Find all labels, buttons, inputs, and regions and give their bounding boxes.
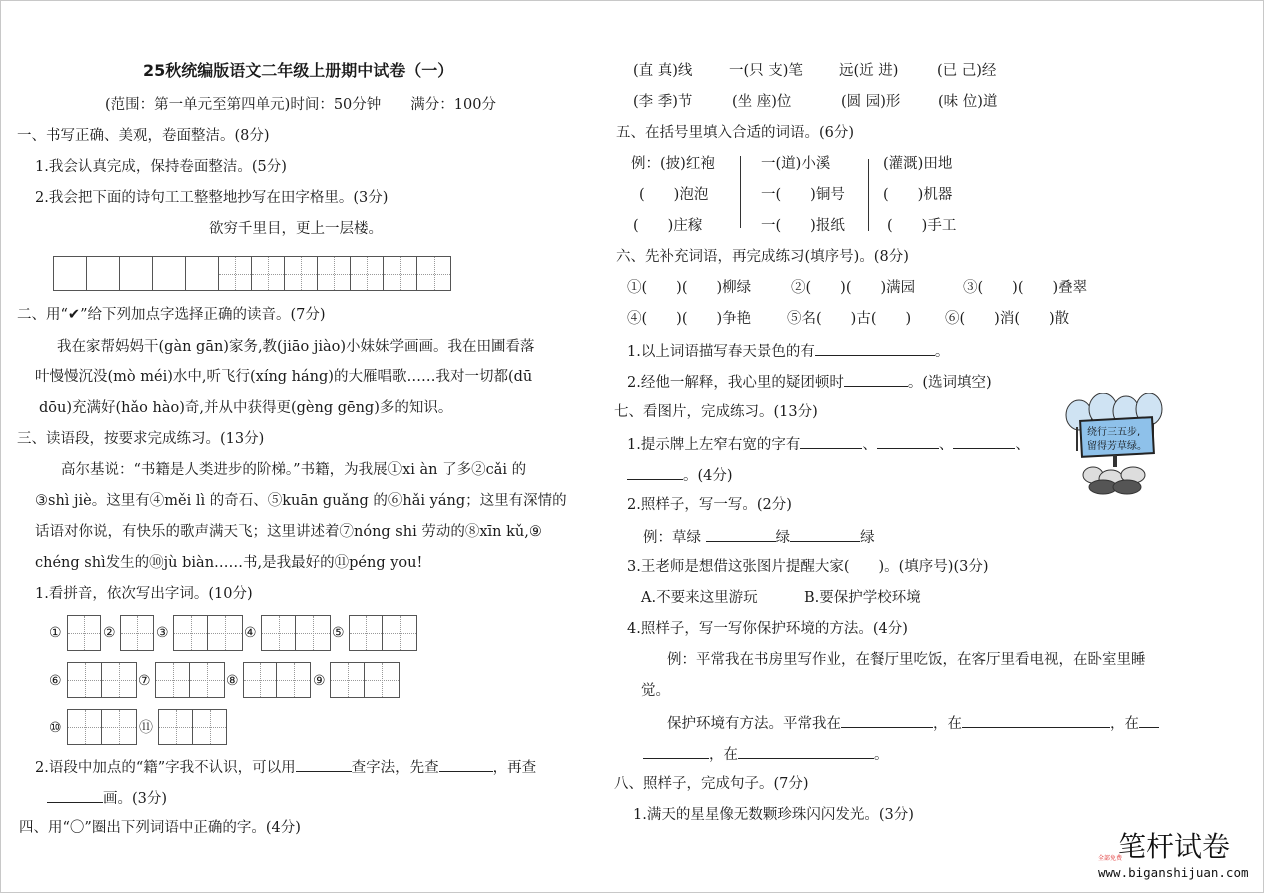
box-label-8: ⑧ xyxy=(226,673,239,689)
q-text: 。(4分) xyxy=(683,468,733,484)
answer-blank[interactable] xyxy=(643,743,709,759)
section-7-q4: 4.照样子，写一写你保护环境的方法。(4分) xyxy=(627,621,908,637)
writing-box-2[interactable] xyxy=(120,615,154,651)
writing-cell[interactable] xyxy=(68,663,102,697)
writing-box-9[interactable] xyxy=(330,662,400,698)
column-divider xyxy=(740,156,741,228)
tianzige-cell[interactable] xyxy=(285,257,318,290)
section-5-heading: 五、在括号里填入合适的词语。(6分) xyxy=(616,125,855,141)
q-text: 绿 xyxy=(860,530,875,546)
tianzige-cell[interactable] xyxy=(318,257,351,290)
writing-box-8[interactable] xyxy=(243,662,311,698)
section-1-q1: 1.我会认真完成，保持卷面整洁。(5分) xyxy=(35,159,287,175)
tianzige-cell[interactable] xyxy=(219,257,252,290)
section-7-q2: 2.照样子，写一写。(2分) xyxy=(627,497,792,513)
section-8-q1: 1.满天的星星像无数颗珍珠闪闪发光。(3分) xyxy=(633,807,914,823)
writing-box-5[interactable] xyxy=(349,615,417,651)
box-label-2: ② xyxy=(103,625,116,641)
writing-cell[interactable] xyxy=(365,663,399,697)
sec5-item[interactable]: 一( )铜号 xyxy=(761,187,845,203)
section-7-q4-answer-2 xyxy=(643,743,889,765)
section-3-passage-2: ③shì jiè。这里有④měi lì 的奇石、⑤kuān guǎng 的⑥hǎi yáng；这里有深情的 xyxy=(35,493,567,509)
writing-cell[interactable] xyxy=(102,710,136,744)
separator: 、 xyxy=(1015,437,1030,453)
q-text: 1.提示牌上左窄右宽的字有 xyxy=(627,437,801,453)
sec5-item: 例：(披)红袍 xyxy=(631,156,715,172)
box-label-9: ⑨ xyxy=(313,673,326,689)
answer-blank[interactable] xyxy=(877,433,939,449)
sec6-item[interactable]: ①( )( )柳绿 xyxy=(627,280,752,296)
section-7-heading: 七、看图片，完成练习。(13分) xyxy=(614,404,818,420)
sec5-item[interactable]: ( )泡泡 xyxy=(639,187,709,203)
q-text: 2.经他一解释，我心里的疑团顿时 xyxy=(627,375,844,391)
section-7-q4-answer-1 xyxy=(667,712,1159,734)
section-3-passage-4: chéng shì发生的⑩jù biàn……书,是我最好的⑪péng you! xyxy=(35,555,423,571)
section-6-heading: 六、先补充词语，再完成练习(填序号)。(8分) xyxy=(616,249,909,265)
watermark-url[interactable]: www.biganshijuan.com xyxy=(1098,865,1249,880)
tianzige-cell[interactable] xyxy=(87,257,120,290)
writing-box-1[interactable] xyxy=(67,615,101,651)
writing-cell[interactable] xyxy=(190,663,224,697)
writing-box-11[interactable] xyxy=(158,709,227,745)
sec5-item[interactable]: ( )庄稼 xyxy=(633,218,703,234)
answer-blank[interactable] xyxy=(738,743,874,759)
sec4-item[interactable]: (直 真)线 xyxy=(633,63,693,79)
sec6-item[interactable]: ②( )( )满园 xyxy=(791,280,916,296)
sec4-item[interactable]: (李 季)节 xyxy=(633,94,693,110)
section-1-heading: 一、书写正确、美观，卷面整洁。(8分) xyxy=(17,128,270,144)
writing-cell[interactable] xyxy=(244,663,277,697)
page-title: 25秋统编版语文二年级上册期中试卷（一） xyxy=(143,61,454,80)
writing-cell[interactable] xyxy=(383,616,416,650)
section-3-heading: 三、读语段，按要求完成练习。(13分) xyxy=(17,431,265,447)
box-label-11: ⑪ xyxy=(139,720,153,736)
tianzige-cell[interactable] xyxy=(54,257,87,290)
section-3-q1: 1.看拼音，依次写出字词。(10分) xyxy=(35,586,253,602)
section-8-heading: 八、照样子，完成句子。(7分) xyxy=(614,776,809,792)
option-a[interactable]: A.不要来这里游玩 xyxy=(641,590,758,606)
writing-box-3[interactable] xyxy=(173,615,243,651)
section-6-q1 xyxy=(627,340,949,362)
section-1-q2: 2.我会把下面的诗句工工整整地抄写在田字格里。(3分) xyxy=(35,190,389,206)
sec6-item[interactable]: ④( )( )争艳 xyxy=(627,311,752,327)
poem-line: 欲穷千里目，更上一层楼。 xyxy=(209,221,383,237)
answer-blank[interactable] xyxy=(844,371,908,387)
watermark-logo: 笔杆试卷 xyxy=(1118,830,1231,863)
writing-cell[interactable] xyxy=(296,616,330,650)
q-text: 2.语段中加点的“籍”字我不认识，可以用 xyxy=(35,760,296,776)
sec6-item[interactable]: ⑥( )消( )散 xyxy=(945,311,1070,327)
sec5-item: (灌溉)田地 xyxy=(883,156,953,172)
q-text: 绿 xyxy=(775,530,791,546)
column-divider xyxy=(868,159,869,231)
q-text: ，再查 xyxy=(492,760,537,776)
q-text: 。 xyxy=(874,747,889,763)
box-label-1: ① xyxy=(49,625,62,641)
answer-blank[interactable] xyxy=(706,526,776,542)
writing-box-10[interactable] xyxy=(67,709,137,745)
q-text: ，在 xyxy=(1110,716,1139,732)
writing-box-7[interactable] xyxy=(155,662,225,698)
answer-blank[interactable] xyxy=(815,340,935,356)
option-b[interactable]: B.要保护学校环境 xyxy=(804,590,921,606)
writing-cell[interactable] xyxy=(174,616,208,650)
section-2-line-1: 我在家帮妈妈干(gàn gān)家务,教(jiāo jiào)小妹妹学画画。我在田圃看落 xyxy=(57,339,535,355)
writing-cell[interactable] xyxy=(262,616,296,650)
section-3-passage-3: 话语对你说，有快乐的歌声满天飞；这里讲述着⑦nóng shi 劳动的⑧xīn kǔ,⑨ xyxy=(35,524,542,540)
sec5-item[interactable]: ( )手工 xyxy=(887,218,957,234)
answer-blank[interactable] xyxy=(47,787,103,803)
section-3-q2-line-1 xyxy=(35,756,536,778)
answer-blank[interactable] xyxy=(962,712,1110,728)
sign-text-line-2: 留得芳草绿。 xyxy=(1087,441,1147,452)
section-7-q3: 3.王老师是想借这张图片提醒大家( )。(填序号)(3分) xyxy=(627,559,989,575)
writing-cell[interactable] xyxy=(156,663,190,697)
q-text: 查字法，先查 xyxy=(351,760,439,776)
sec5-item: 一(道)小溪 xyxy=(761,156,831,172)
sec5-item[interactable]: 一( )报纸 xyxy=(761,218,845,234)
tianzige-cell[interactable] xyxy=(384,257,417,290)
section-2-line-3: dōu)充满好(hǎo hào)奇,并从中获得更(gèng gēng)多的知识。 xyxy=(39,400,453,416)
checkmark-icon: ✔ xyxy=(67,307,81,323)
q-text: 。(选词填空) xyxy=(907,375,992,391)
writing-cell[interactable] xyxy=(68,710,102,744)
q-text: 保护环境有方法。平常我在 xyxy=(667,716,841,732)
section-6-q2 xyxy=(627,371,992,393)
heading-text: 二、用“ xyxy=(17,307,68,323)
sec4-item[interactable]: (圆 园)形 xyxy=(841,94,901,110)
answer-blank[interactable] xyxy=(296,756,352,772)
writing-cell[interactable] xyxy=(208,616,242,650)
writing-cell[interactable] xyxy=(277,663,310,697)
tianzige-cell[interactable] xyxy=(351,257,384,290)
writing-cell[interactable] xyxy=(68,616,100,650)
sec4-item[interactable]: (味 位)道 xyxy=(938,94,998,110)
q-text: 。 xyxy=(934,344,950,360)
watermark-tag: 全部免费 xyxy=(1098,855,1123,862)
box-label-6: ⑥ xyxy=(49,673,62,689)
answer-blank[interactable] xyxy=(953,433,1015,449)
box-label-5: ⑤ xyxy=(332,625,345,641)
tianzige-cell[interactable] xyxy=(153,257,186,290)
q-text: ，在 xyxy=(709,747,738,763)
heading-text: ”给下列加点字选择正确的读音。(7分) xyxy=(80,307,326,323)
section-7-q4-example-1: 例：平常我在书房里写作业，在餐厅里吃饭，在客厅里看电视，在卧室里睡 xyxy=(667,652,1146,668)
writing-box-4[interactable] xyxy=(261,615,331,651)
section-7-q4-example-2: 觉。 xyxy=(641,683,670,699)
tianzige-cell[interactable] xyxy=(186,257,219,290)
writing-cell[interactable] xyxy=(350,616,383,650)
q-text: ，在 xyxy=(933,716,962,732)
writing-cell[interactable] xyxy=(331,663,365,697)
sec6-item[interactable]: ③( )( )叠翠 xyxy=(963,280,1088,296)
answer-blank[interactable] xyxy=(1139,712,1159,728)
sec5-item[interactable]: ( )机器 xyxy=(883,187,953,203)
q-text: 画。(3分) xyxy=(103,791,168,807)
section-2-line-2: 叶慢慢沉没(mò méi)水中,听飞行(xíng háng)的大雁唱歌……我对一切都(dū xyxy=(35,369,533,385)
tianzige-cell[interactable] xyxy=(120,257,153,290)
box-label-10: ⑩ xyxy=(49,720,62,736)
writing-box-6[interactable] xyxy=(67,662,137,698)
answer-blank[interactable] xyxy=(790,526,860,542)
answer-blank[interactable] xyxy=(439,756,493,772)
tianzige-grid[interactable] xyxy=(53,256,451,291)
section-7-q1 xyxy=(627,433,1030,455)
sec4-item[interactable]: 一(只 支)笔 xyxy=(729,63,803,79)
section-3-passage-1: 高尔基说：“书籍是人类进步的阶梯。”书籍，为我展①xi àn 了多②cǎi 的 xyxy=(61,462,527,478)
answer-blank[interactable] xyxy=(800,433,862,449)
sec6-item[interactable]: ⑤名( )古( ) xyxy=(787,311,912,327)
sign-illustration xyxy=(1063,393,1163,497)
sec4-item[interactable]: (已 己)经 xyxy=(937,63,997,79)
answer-blank[interactable] xyxy=(841,712,933,728)
writing-cell[interactable] xyxy=(102,663,136,697)
separator: 、 xyxy=(938,437,954,453)
section-2-heading xyxy=(17,305,326,325)
section-7-q2-example xyxy=(643,526,875,548)
separator: 、 xyxy=(862,437,877,453)
box-label-7: ⑦ xyxy=(138,673,151,689)
section-7-q1-cont xyxy=(627,464,733,486)
box-label-3: ③ xyxy=(156,625,169,641)
writing-cell[interactable] xyxy=(193,710,226,744)
sign-text-line-1: 绕行三五步, xyxy=(1087,427,1141,438)
box-label-4: ④ xyxy=(244,625,257,641)
sec4-item[interactable]: (坐 座)位 xyxy=(732,94,792,110)
tianzige-cell[interactable] xyxy=(417,257,450,290)
writing-cell[interactable] xyxy=(121,616,153,650)
q-text: 例：草绿 xyxy=(643,530,701,546)
exam-subtitle: (范围：第一单元至第四单元)时间：50分钟 满分：100分 xyxy=(105,97,496,113)
section-4-heading: 四、用“〇”圈出下列词语中正确的字。(4分) xyxy=(19,820,301,836)
sec4-item[interactable]: 远(近 进) xyxy=(839,63,899,79)
section-3-q2-line-2 xyxy=(47,787,167,809)
writing-cell[interactable] xyxy=(159,710,193,744)
answer-blank[interactable] xyxy=(627,464,683,480)
q-text: 1.以上词语描写春天景色的有 xyxy=(627,344,815,360)
tianzige-cell[interactable] xyxy=(252,257,285,290)
